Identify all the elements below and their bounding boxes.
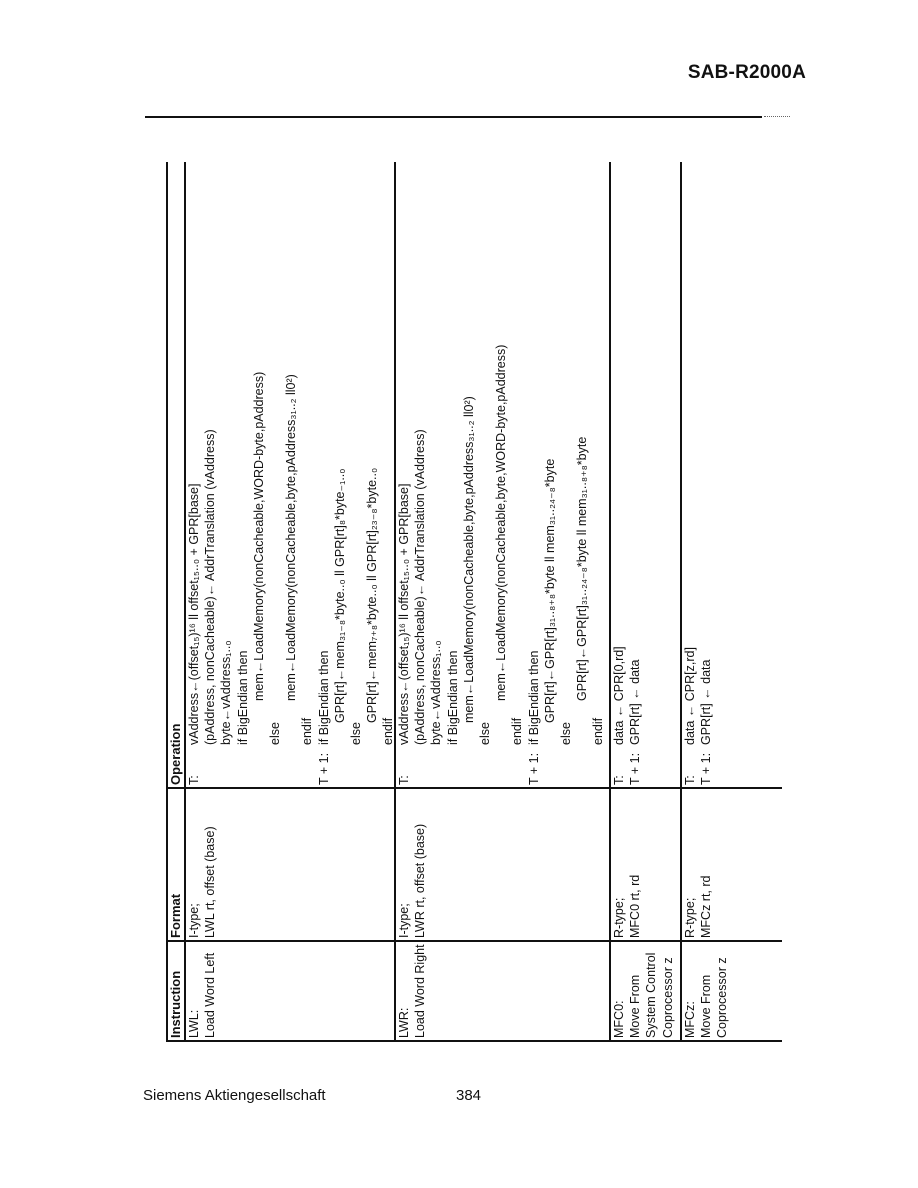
operation-line — [526, 345, 542, 785]
format-line: MFCz rt, rd — [699, 875, 714, 938]
instruction-line: MFC0: — [612, 1000, 626, 1038]
operation-line — [186, 372, 202, 785]
header-rule — [145, 116, 762, 118]
operation-statement: GPR[rt] ← data — [628, 659, 643, 745]
instruction-line: Load Word Left — [203, 952, 218, 1038]
operation-line — [412, 345, 428, 785]
timing-label: T + 1: — [526, 752, 541, 785]
timing-label: T: — [187, 775, 201, 785]
instruction-line: Coprocessor z — [660, 957, 675, 1038]
operation-line — [477, 345, 493, 785]
timing-label: T + 1: — [316, 752, 331, 785]
operation-line — [380, 372, 396, 785]
column-separator-1 — [166, 941, 782, 943]
operation-statement: GPR[rt]←mem₇₊₈*byte..₀ ll GPR[rt]₂₃₋₈*byte..₀ — [365, 467, 380, 723]
operation-statement: endif — [510, 717, 525, 745]
operation-statement: mem←LoadMemory(nonCacheable,byte,pAddress₃₁..₂ ll0²) — [284, 374, 299, 701]
operation-statement: vAddress←(offset₁₅)¹⁶ ll offset₁₅..₀ + GPR[base] — [187, 483, 201, 745]
operation-statement: vAddress←(offset₁₅)¹⁶ ll offset₁₅..₀ + GPR[base] — [397, 483, 411, 745]
timing-label: T + 1: — [628, 752, 643, 785]
instruction-line: MFCz: — [683, 1001, 697, 1038]
operation-statement: GPR[rt]←GPR[rt]₃₁..₂₄₋₈*byte ll mem₃₁..₈₊₈*byte — [575, 436, 590, 701]
footer-page-number: 384 — [456, 1087, 482, 1104]
operation-line — [364, 372, 380, 785]
format-cell — [186, 826, 218, 938]
operation-cell — [396, 345, 607, 785]
instruction-line: Move From — [628, 974, 643, 1038]
operation-line — [235, 372, 251, 785]
column-header-instruction: Instruction — [168, 970, 183, 1038]
format-line: R-type; — [612, 897, 626, 938]
instruction-cell — [186, 953, 218, 1038]
timing-label: T + 1: — [699, 752, 714, 785]
operation-line — [461, 345, 477, 785]
format-line: I-type; — [187, 903, 201, 938]
footer-company: Siemens Aktiengesellschaft — [143, 1087, 326, 1104]
page-header-title: SAB-R2000A — [687, 62, 806, 83]
operation-statement: byte←vAddress₁..₀ — [219, 640, 234, 745]
operation-cell — [611, 646, 643, 785]
format-cell — [611, 875, 643, 938]
operation-line — [202, 372, 218, 785]
operation-statement: data ← CPR[0,rd] — [612, 646, 626, 745]
operation-line — [283, 372, 299, 785]
operation-statement: endif — [381, 717, 396, 745]
operation-statement: else — [478, 722, 493, 745]
format-line: LWL rt, offset (base) — [203, 826, 218, 938]
operation-statement: if BigEndian then — [445, 650, 460, 745]
table-left-border — [166, 1041, 782, 1043]
operation-statement: endif — [300, 717, 315, 745]
operation-statement: GPR[rt]←GPR[rt]₃₁..₈₊₈*byte ll mem₃₁..₂₄₋₈*byte — [542, 458, 557, 723]
operation-line — [590, 345, 606, 785]
instruction-cell — [396, 944, 428, 1038]
operation-statement: else — [349, 722, 364, 745]
operation-statement: if BigEndian then — [316, 650, 331, 745]
instruction-line: Move From — [699, 974, 714, 1038]
operation-line — [611, 646, 627, 785]
format-cell — [396, 824, 428, 938]
operation-line — [509, 345, 525, 785]
operation-line — [316, 372, 332, 785]
operation-line — [493, 345, 509, 785]
operation-statement: else — [268, 722, 283, 745]
operation-line — [542, 345, 558, 785]
instruction-line: LWR: — [397, 1007, 411, 1038]
operation-statement: mem←LoadMemory(nonCacheable,byte,WORD-byte,pAddress) — [494, 344, 509, 701]
operation-statement: (pAddress, nonCacheable)← AddrTranslation (vAddress) — [413, 429, 428, 745]
operation-line — [698, 647, 714, 785]
column-separator-2 — [166, 788, 782, 790]
operation-line — [299, 372, 315, 785]
operation-statement: mem←LoadMemory(nonCacheable,byte,pAddress₃₁..₂ ll0²) — [461, 396, 476, 723]
operation-statement: if BigEndian then — [526, 650, 541, 745]
instruction-table — [166, 162, 782, 1042]
column-header-operation: Operation — [168, 723, 183, 785]
operation-statement: GPR[rt] ← data — [699, 659, 714, 745]
format-line: I-type; — [397, 903, 411, 938]
format-line: LWR rt, offset (base) — [413, 823, 428, 938]
rotated-instruction-table — [166, 162, 782, 1042]
operation-statement: if BigEndian then — [235, 650, 250, 745]
format-line: R-type; — [683, 897, 697, 938]
instruction-line: Load Word Right — [413, 944, 428, 1038]
format-cell — [682, 876, 714, 939]
timing-label: T: — [397, 775, 411, 785]
operation-line — [682, 647, 698, 785]
operation-cell — [186, 372, 397, 785]
instruction-line: LWL: — [187, 1009, 201, 1038]
operation-line — [428, 345, 444, 785]
operation-cell — [682, 647, 714, 785]
instruction-cell — [611, 953, 676, 1038]
operation-statement: endif — [591, 717, 606, 745]
operation-line — [396, 345, 412, 785]
column-header-format: Format — [168, 893, 183, 938]
operation-statement: data ← CPR[z,rd] — [683, 647, 697, 745]
operation-statement: mem←LoadMemory(nonCacheable,WORD-byte,pAddress) — [251, 371, 266, 701]
header-rule-dotted-tail — [764, 116, 790, 117]
operation-line — [267, 372, 283, 785]
instruction-line: Coprocessor z — [715, 957, 730, 1038]
operation-statement: byte←vAddress₁..₀ — [429, 640, 444, 745]
operation-statement: (pAddress, nonCacheable)← AddrTranslation (vAddress) — [203, 429, 218, 745]
timing-label: T: — [683, 775, 697, 785]
operation-line — [574, 345, 590, 785]
operation-line — [445, 345, 461, 785]
operation-line — [218, 372, 234, 785]
format-line: MFC0 rt, rd — [628, 874, 643, 938]
operation-line — [558, 345, 574, 785]
operation-line — [627, 646, 643, 785]
operation-line — [348, 372, 364, 785]
timing-label: T: — [612, 775, 626, 785]
operation-statement: else — [559, 722, 574, 745]
instruction-line: System Control — [644, 952, 659, 1038]
operation-line — [332, 372, 348, 785]
operation-line — [251, 372, 267, 785]
instruction-cell — [682, 957, 731, 1038]
operation-statement: GPR[rt]←mem₃₁₋₈*byte..₀ ll GPR[rt]₈*byte₋₁..₀ — [332, 468, 347, 723]
